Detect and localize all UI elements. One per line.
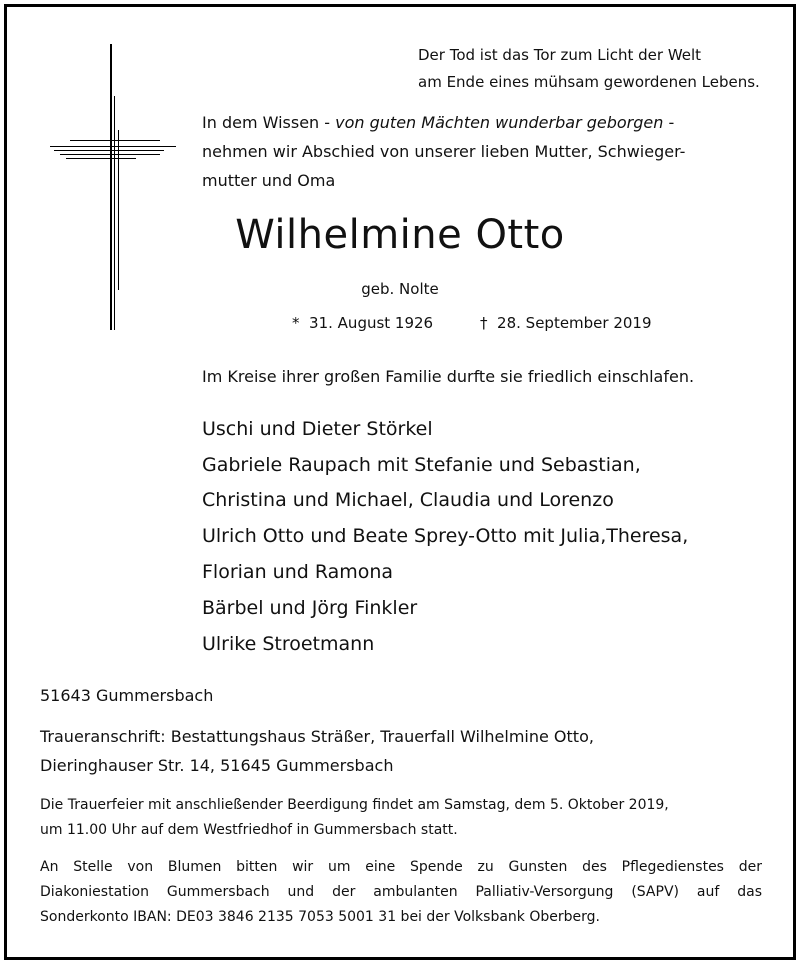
birth-info (292, 314, 433, 332)
family-member: Bärbel und Jörg Finkler (202, 597, 418, 619)
birth-star-icon: * (292, 314, 300, 332)
donation-line-1: An Stelle von Blumen bitten wir um eine Spende zu Gunsten des Pflegedienstes der (40, 859, 762, 875)
donation-line-2: Diakoniestation Gummersbach und der ambulanten Palliativ-Versorgung (SAPV) auf das (40, 884, 762, 900)
family-member: Christina und Michael, Claudia und Lorenzo (202, 489, 614, 511)
death-date: 28. September 2019 (497, 314, 652, 332)
family-member: Florian und Ramona (202, 561, 394, 583)
family-member: Ulrich Otto und Beate Sprey-Otto mit Julia,Theresa, (202, 525, 689, 547)
intro-line-3: mutter und Oma (202, 171, 336, 190)
death-info (480, 314, 652, 332)
funeral-line-1: Die Trauerfeier mit anschließender Beerdigung findet am Samstag, dem 5. Oktober 2019, (40, 797, 669, 813)
city-line: 51643 Gummersbach (40, 686, 214, 705)
donation-line-3: Sonderkonto IBAN: DE03 3846 2135 7053 5001 31 bei der Volksbank Oberberg. (40, 909, 600, 925)
family-member: Ulrike Stroetmann (202, 633, 375, 655)
quote-line-2: am Ende eines mühsam gewordenen Lebens. (418, 73, 760, 91)
intro-line-1: In dem Wissen - von guten Mächten wunderbar geborgen - (202, 113, 675, 132)
intro-line-2: nehmen wir Abschied von unserer lieben Mutter, Schwieger- (202, 142, 686, 161)
address-line-2: Dieringhauser Str. 14, 51645 Gummersbach (40, 756, 394, 775)
birth-date: 31. August 1926 (309, 314, 434, 332)
family-member: Gabriele Raupach mit Stefanie und Sebastian, (202, 454, 641, 476)
intro-text (202, 108, 762, 195)
birth-name: geb. Nolte (361, 280, 439, 298)
deceased-name: Wilhelmine Otto (235, 212, 565, 258)
death-cross-icon: † (480, 314, 488, 332)
address-line-1: Traueranschrift: Bestattungshaus Sträßer, Trauerfall Wilhelmine Otto, (40, 727, 594, 746)
funeral-line-2: um 11.00 Uhr auf dem Westfriedhof in Gummersbach statt. (40, 822, 458, 838)
quote-line-1: Der Tod ist das Tor zum Licht der Welt (418, 46, 702, 64)
peace-line: Im Kreise ihrer großen Familie durfte sie friedlich einschlafen. (202, 367, 695, 386)
family-member: Uschi und Dieter Störkel (202, 418, 433, 440)
intro-emphasis: von guten Mächten wunderbar geborgen (335, 113, 664, 132)
